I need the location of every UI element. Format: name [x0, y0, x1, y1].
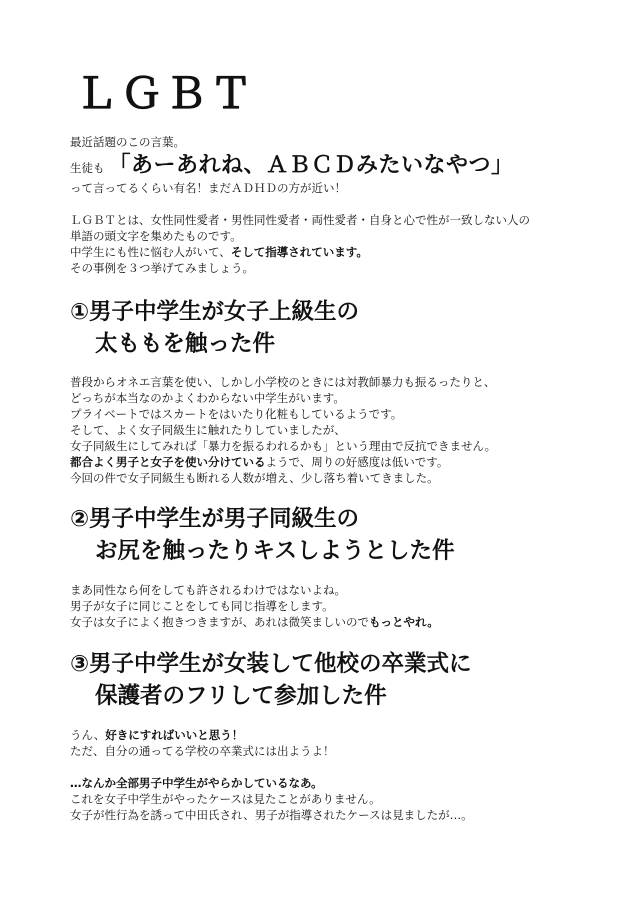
body-line — [70, 727, 590, 743]
case2-heading-line2: お尻を触ったりキスしようとした件 — [95, 538, 455, 564]
body-line: どっちが本当なのかよくわからない中学生がいます。 — [70, 391, 345, 405]
body-line: そして、よく女子同級生に触れたりしていましたが、 — [70, 423, 346, 437]
case3-body — [70, 727, 590, 823]
case3-heading-line2: 保護者のフリして参加した件 — [95, 683, 387, 709]
quote-row — [70, 152, 590, 180]
body-text: 女子は女子によく抱きつきますが、あれは微笑ましいので — [70, 615, 369, 629]
student-prefix: 生徒も — [70, 161, 105, 175]
body-emphasis: 好きにすればいいと思う！ — [105, 728, 244, 742]
case2-heading-line1: ②男子中学生が男子同級生の — [70, 506, 360, 532]
case1-heading-line2: 太ももを触った件 — [95, 331, 276, 357]
body-line: 今回の件で女子同級生も断れる人数が増え、少し落ち着いてきました。 — [70, 471, 439, 485]
page-title: ＬＧＢＴ — [75, 70, 256, 117]
intro-section — [70, 134, 590, 276]
body-line: 女子が性行為を誘って中田氏され、男子が指導されたケースは見ましたが…。 — [70, 808, 473, 822]
body-text: うん、 — [70, 728, 106, 742]
body-line: プライベートではスカートをはいたり化粧もしているようです。 — [70, 407, 403, 421]
body-text: ようで、周りの好感度は低いです。 — [265, 455, 449, 469]
body-line: 男子が女子に同じことをしても同じ指導をします。 — [70, 599, 334, 613]
highlight-quote: 「あーあれね、ＡＢＣＤみたいなやつ」 — [108, 153, 514, 178]
body-emphasis: もっとやれ。 — [369, 615, 439, 629]
definition-line: 単語の頭文字を集めたものです。 — [70, 229, 242, 243]
case3-heading-line1: ③男子中学生が女装して他校の卒業式に — [70, 651, 472, 677]
body-emphasis-line: …なんか全部男子中学生がやらかしているなあ。 — [70, 776, 323, 790]
case1-body — [70, 374, 590, 486]
body-line: 普段からオネエ言葉を使い、しかし小学校のときには対教師暴力も振るったりと、 — [70, 375, 496, 389]
case2-heading — [70, 503, 455, 567]
body-line: 女子同級生にしてみれば「暴力を振るわれるかも」という理由で反抗できません。 — [70, 439, 497, 453]
body-emphasis: 都合よく男子と女子を使い分けている — [70, 455, 266, 469]
definition-emphasis: そして指導されています。 — [230, 245, 368, 259]
body-line: ただ、自分の通ってる学校の卒業式には出ようよ！ — [70, 744, 335, 758]
case1-heading — [70, 296, 359, 360]
case2-body — [70, 582, 590, 630]
body-line: これを女子中学生がやったケースは見たことがありません。 — [70, 792, 381, 806]
definition-line — [70, 244, 590, 260]
definition-text: 中学生にも性に悩む人がいて、 — [70, 245, 231, 259]
body-line — [70, 614, 590, 630]
intro-line: 最近話題のこの言葉。 — [70, 135, 185, 149]
body-line — [70, 454, 590, 470]
definition-line: ＬＧＢＴとは、女性同性愛者・男性同性愛者・両性愛者・自身と心で性が一致しない人の — [70, 213, 530, 227]
case1-heading-line1: ①男子中学生が女子上級生の — [70, 299, 360, 325]
definition-line: その事例を３つ挙げてみましょう。 — [70, 261, 254, 275]
case3-heading — [70, 648, 472, 712]
body-line: まあ同性なら何をしても許されるわけではないよね。 — [70, 583, 346, 597]
intro-line: って言ってるくらい有名！まだＡＤＨＤの方が近い！ — [70, 181, 346, 195]
